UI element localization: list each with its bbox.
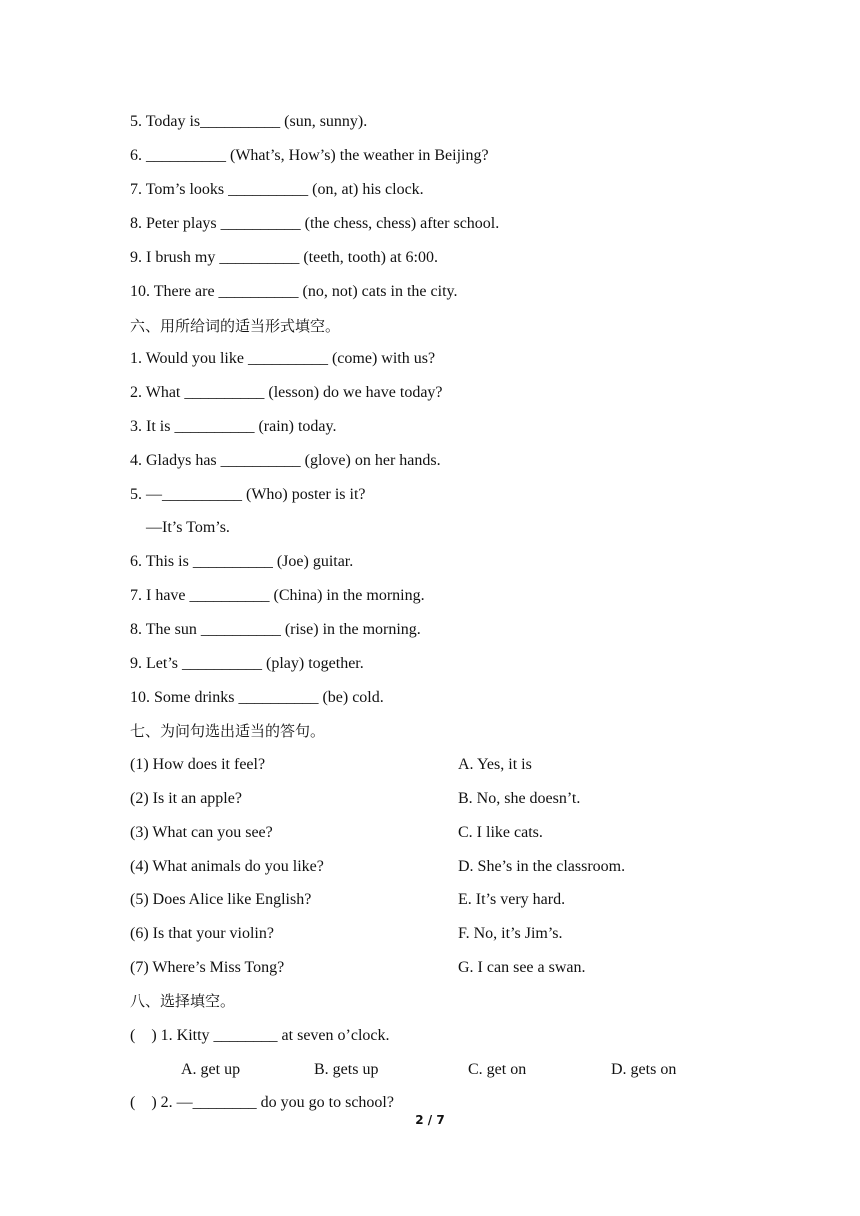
s5-item-9: 9. I brush my __________ (teeth, tooth) at 6:00. (130, 249, 438, 266)
s7-question-1: (1) How does it feel? (130, 756, 266, 773)
s7-answer-a: A. Yes, it is (458, 756, 532, 773)
s8-q1-option-b: B. gets up (314, 1061, 379, 1078)
section7-heading: 七、为问句选出适当的答句。 (130, 722, 326, 740)
s7-answer-c: C. I like cats. (458, 824, 543, 841)
s6-item-10: 10. Some drinks __________ (be) cold. (130, 689, 384, 706)
s7-answer-b: B. No, she doesn’t. (458, 790, 581, 807)
s7-question-4: (4) What animals do you like? (130, 858, 324, 875)
s6-item-7: 7. I have __________ (China) in the morning. (130, 587, 425, 604)
s8-q1-option-a: A. get up (181, 1061, 241, 1078)
s7-answer-e: E. It’s very hard. (458, 891, 566, 908)
s6-item-2: 2. What __________ (lesson) do we have today? (130, 384, 443, 401)
s6-item-4: 4. Gladys has __________ (glove) on her hands. (130, 452, 441, 469)
s6-item-8: 8. The sun __________ (rise) in the morning. (130, 621, 421, 638)
page-number: 2 / 7 (415, 1113, 445, 1127)
s5-item-10: 10. There are __________ (no, not) cats in the city. (130, 283, 458, 300)
s7-question-5: (5) Does Alice like English? (130, 891, 312, 908)
s7-answer-f: F. No, it’s Jim’s. (458, 925, 563, 942)
section6-heading: 六、用所给词的适当形式填空。 (130, 317, 341, 335)
s8-question-2: ( ) 2. —________ do you go to school? (130, 1094, 394, 1111)
s7-answer-g: G. I can see a swan. (458, 959, 586, 976)
s5-item-7: 7. Tom’s looks __________ (on, at) his clock. (130, 181, 424, 198)
s7-question-7: (7) Where’s Miss Tong? (130, 959, 285, 976)
s8-q1-option-c: C. get on (468, 1061, 527, 1078)
s7-question-3: (3) What can you see? (130, 824, 273, 841)
s8-question-1: ( ) 1. Kitty ________ at seven o’clock. (130, 1027, 390, 1044)
s5-item-6: 6. __________ (What’s, How’s) the weather in Beijing? (130, 147, 489, 164)
s5-item-8: 8. Peter plays __________ (the chess, chess) after school. (130, 215, 500, 232)
s7-answer-d: D. She’s in the classroom. (458, 858, 626, 875)
s6-item-5-answer: —It’s Tom’s. (130, 519, 230, 536)
s5-item-5: 5. Today is__________ (sun, sunny). (130, 113, 368, 130)
section8-heading: 八、选择填空。 (130, 992, 236, 1010)
s7-question-2: (2) Is it an apple? (130, 790, 242, 807)
s8-q1-option-d: D. gets on (611, 1061, 677, 1078)
s6-item-6: 6. This is __________ (Joe) guitar. (130, 553, 354, 570)
s6-item-1: 1. Would you like __________ (come) with us? (130, 350, 436, 367)
s7-question-6: (6) Is that your violin? (130, 925, 274, 942)
s6-item-3: 3. It is __________ (rain) today. (130, 418, 337, 435)
s6-item-9: 9. Let’s __________ (play) together. (130, 655, 364, 672)
s6-item-5: 5. —__________ (Who) poster is it? (130, 486, 366, 503)
